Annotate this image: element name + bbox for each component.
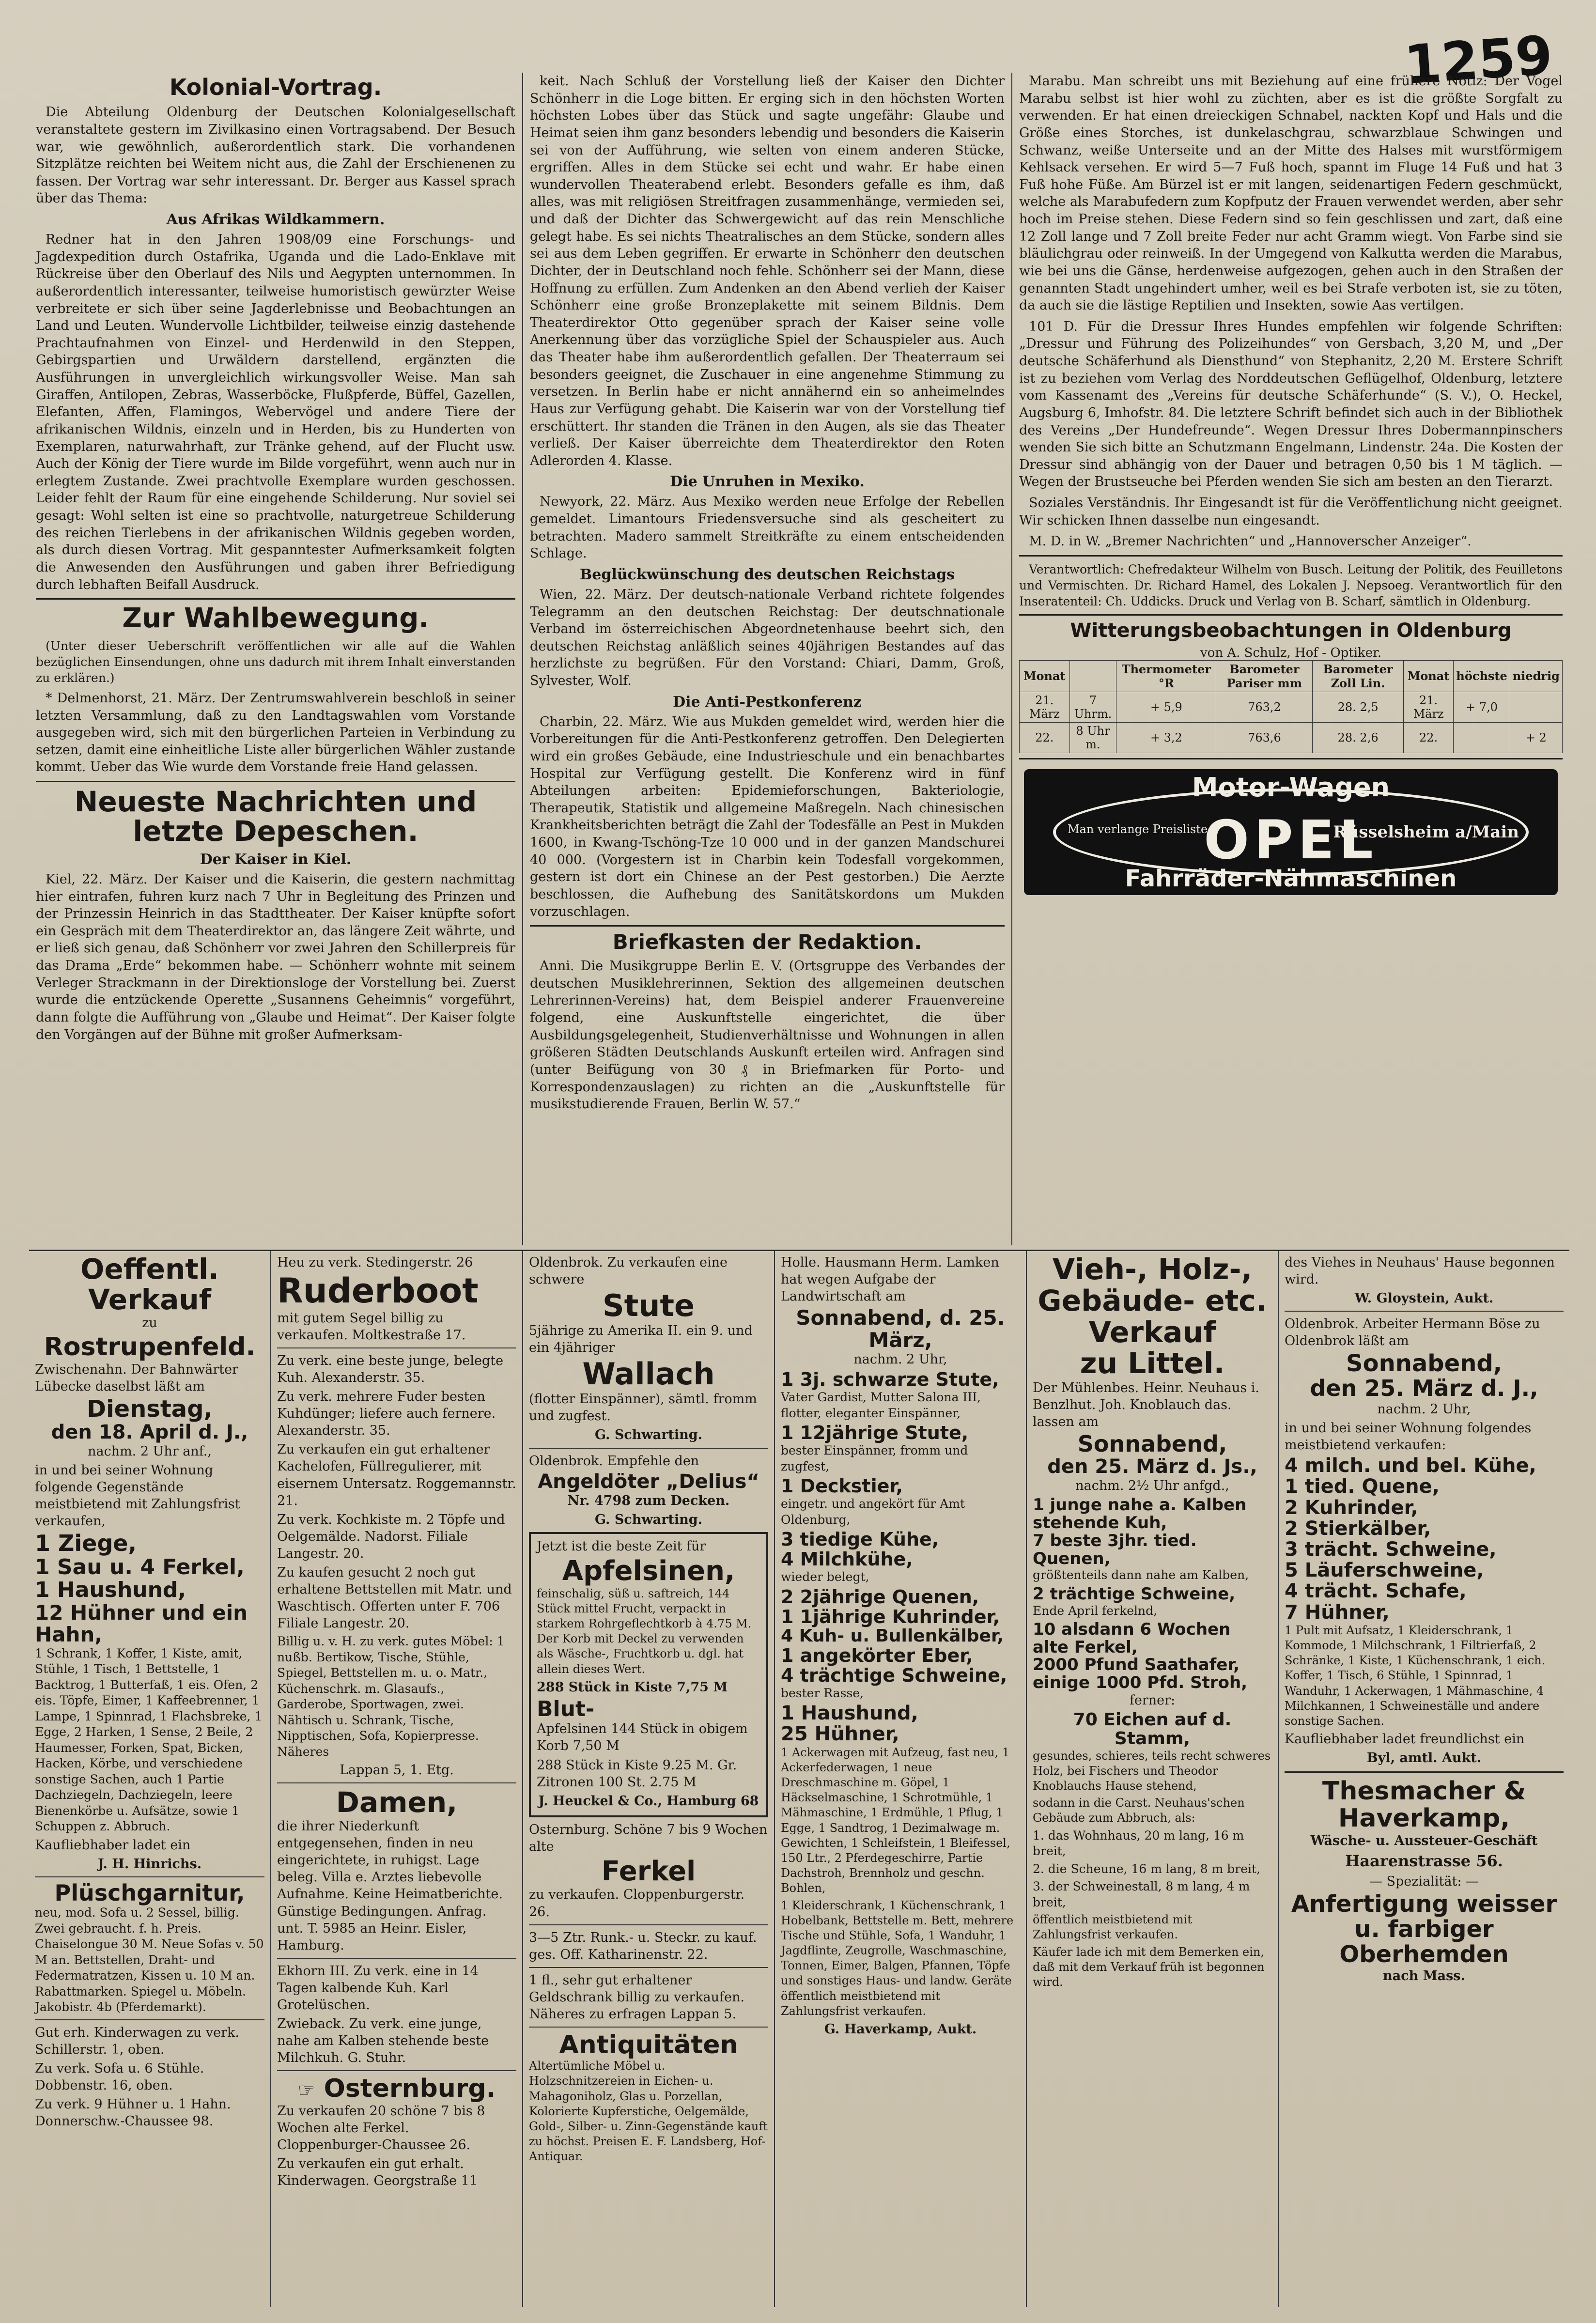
ad-item: 10 alsdann 6 Wochen alte Ferkel, xyxy=(1033,1620,1231,1657)
article-paragraph: keit. Nach Schluß der Vorstellung ließ der Kaiser den Dichter Schönherr in die Loge bitten. Er erging sich in den höchsten Worten höchsten Lobes über das Stück und sagte ungefähr: Glaube und Heimat seien ihm ganz besonders lebendig und besonders die Kaiserin sei von der Aufführung, wie selten von einem anderen Stücke, ergriffen. Alles in dem Stücke sei echt und wahr. Er habe einen wundervollen Theaterabend erlebt. Besonders gefalle es ihm, daß alles, was mit religiösen Streitfragen zusammenhänge, vermieden sei, und daß der Dichter das Schwergewicht auf das rein Menschliche gelegt habe. Es sei nichts Theatralisches an dem Stücke, sondern alles sei aus dem Leben gegriffen. Er erwarte in Schönherr den deutschen Dichter, der in Deutschland noch fehle. Schönherr sei der Mann, diese Hoffnung zu erfüllen. Zum Andenken an den Abend verlieh der Kaiser Schönherr eine große Bronzeplakette mit seinem Bildnis. Dem Theaterdirektor Otto gegenüber sprach der Kaiser seine volle Anerkennung über das vorzügliche Spiel der Schauspieler aus. Auch das Theater habe ihm außerordentlich gefallen. Der Theaterraum sei besonders geeignet, die Zuschauer in eine angenehme Stimmung zu versetzen. In Berlin habe er nicht annähernd ein so anheimelndes Haus zur Verfügung gehabt. Die Kaiserin war von der Vorstellung tief erschüttert. Ihr standen die Tränen in den Augen, als sie das Theater verließ. Der Kaiser überreichte dem Theaterdirektor den Roten Adlerorden 4. Klasse. xyxy=(530,74,1005,468)
article-paragraph: Charbin, 22. März. Wie aus Mukden gemeldet wird, werden hier die Vorbereitungen für die Anti-Pestkonferenz getroffen. Den Delegierten wird ein großes Gebäude, eine Industrieschule und ein benachbartes Hospital zur Verfügung gestellt. Die Konferenz wird in fünf Abteilungen arbeiten: Epidemieforschungen, Bakteriologie, Therapeutik, Statistik und allgemeine Maßregeln. Nach chinesischen Krankheitsberichten beträgt die Zahl der Todesfälle an Pest in Mukden 1600, in Kwang-Tschöng-Tze 10 000 und in der ganzen Mandschurei 40 000. (Vorgestern ist in Charbin kein Todesfall vorgekommen, gestern ist dort ein Chinese an der Pest gestorben.) Die Aerzte beschlossen, die Aufhebung des Sanitätskordons um Mukden vorzuschlagen. xyxy=(530,714,1005,919)
article-paragraph: 101 D. Für die Dressur Ihres Hundes empfehlen wir folgende Schriften: „Dressur und Führung des Polizeihundes“ von Gersbach, 3,20 M, und „Der deutsche Schäferhund als Diensthund“ von Stephanitz, 2,20 M. Erstere Schrift ist zu beziehen vom Verlag des Norddeutschen Geflügelhof, Oldenburg, letztere vom Kassenamt des „Vereins für deutsche Schäferhunde“ (S. V.), O. Heckel, Augsburg 6, Imhofstr. 84. Die letztere Schrift befindet sich auch in der Bibliothek des Vereins „Der Hundefreunde“. Wegen Dressur Ihres Dobermannpinschers wenden Sie sich bitte an Schutzmann Engelmann, Lindenstr. 24a. Die Kosten der Dressur sind abhängig von der Dauer und betragen 0,50 bis 1 M täglich. — Wegen der Brustseuche bei Pferden wenden Sie sich am besten an den Tierarzt. xyxy=(1019,319,1563,490)
ad-column-1 xyxy=(29,1251,271,2307)
ad-signature: J. Heuckel & Co., Hamburg 68 xyxy=(538,1793,759,1809)
ad-text: 3—5 Ztr. Runk.- u. Steckr. zu kauf. ges. Off. Katharinenstr. 22. xyxy=(529,1930,757,1962)
table-cell: 763,2 xyxy=(1216,692,1313,722)
article-subtitle: Beglückwünschung des deutschen Reichstags xyxy=(579,566,955,583)
ad-text: (flotter Einspänner), sämtl. fromm und zugfest. xyxy=(529,1392,757,1424)
ad-headline: den 25. März d. J., xyxy=(1310,1375,1538,1402)
ad-item: 4 Milchkühe, xyxy=(781,1549,913,1570)
ad-headline: den 25. März d. Js., xyxy=(1047,1456,1257,1478)
weather-header-cell: niedrig xyxy=(1510,660,1562,692)
ad-item: 1 Sau u. 4 Ferkel, xyxy=(35,1554,245,1580)
ad-text: wieder belegt, xyxy=(781,1570,869,1584)
weather-header-cell: höchste xyxy=(1454,660,1510,692)
article-title-kolonial: Kolonial-Vortrag. xyxy=(169,74,382,100)
ad-item: 2000 Pfund Saathafer, einige 1000 Pfd. Stroh, xyxy=(1033,1655,1248,1693)
ad-text: Oldenbrok. Empfehle den xyxy=(529,1453,699,1469)
article-paragraph: Marabu. Man schreibt uns mit Beziehung auf eine frühere Notiz: Der Vogel Marabu selbst ist hier wohl zu züchten, aber es ist die größte Sorgfalt zu verwenden. Er hat einen dreieckigen Schnabel, nackten Kopf und Hals und die Größe eines Storches, ist dunkelaschgrau, schwarzblaue Schwingen und Schwanz, weiße Unterseite und an der Mitte des Halses mit wurstförmigem Kehlsack versehen. Er wird 5—7 Fuß hoch, spannt im Fluge 14 Fuß und hat 3 Fuß hohe Füße. Am Bürzel ist er mit langen, seidenartigen Federn geschmückt, welche als Marabufedern zum Kopfputz der Frauen verwendet werden, aber sehr hoch im Preise stehen. Diese Federn sind so fein geschlissen und zart, daß eine 12 Zoll lange und 7 Zoll breite Feder nur acht Gramm wiegt. Von Farbe sind sie bläulichgrau oder reinweiß. In der Umgegend von Kalkutta werden die Marabus, wie bei uns die Gänse, herdenweise aufgezogen, gehen auch in den Straßen der genannten Stadt ungehindert umher, weil es bei Strafe verboten ist, sie zu töten, da auch sie die lästige Reptilien und Insekten, sowie Aas vertilgen. xyxy=(1019,74,1563,313)
ad-item: 1 1jährige Kuhrinder, xyxy=(781,1606,1000,1627)
classifieds-section xyxy=(29,1250,1569,2307)
ad-text: 1 fl., sehr gut erhaltener Geldschrank billig zu verkaufen. Näheres zu erfragen Lappan 5. xyxy=(529,1972,744,2022)
ad-item: 1 Deckstier, xyxy=(781,1475,903,1497)
ad-headline: Plüschgarnitur, xyxy=(54,1879,245,1906)
divider xyxy=(35,1876,264,1877)
ad-text: 1 Schrank, 1 Koffer, 1 Kiste, amit, Stühle, 1 Tisch, 1 Bettstelle, 1 Backtrog, 1 Butterfaß, 1 eis. Ofen, 2 eis. Töpfe, Eimer, 1 Kaffeebrenner, 1 Lampe, 1 Spinnrad, 1 Flachsbreke, 1 Egge, 2 Harken, 1 Sense, 2 Beile, 2 Haumesser, Forken, Spat, Bicken, Hacken, Körbe, und verschiedene sonstige Sachen, auch 1 Partie Dachziegeln, Dachziegeln, leere Bienenkörbe u. Aufsätze, sowie 1 Schuppen z. Abbruch. xyxy=(35,1646,263,1834)
ad-text: Holle. Hausmann Herm. Lamken hat wegen Aufgabe der Landwirtschaft am xyxy=(781,1255,999,1304)
ad-text: Ekhorn III. Zu verk. eine in 14 Tagen kalbende Kuh. Karl Grotelüschen. xyxy=(277,1963,479,2013)
ad-text: — Spezialität: — xyxy=(1369,1874,1479,1889)
weather-header-cell: Thermometer °R xyxy=(1116,660,1216,692)
table-row xyxy=(1020,722,1563,753)
column-1 xyxy=(29,73,523,1245)
ad-headline: Wallach xyxy=(582,1356,715,1392)
table-cell: + 3,2 xyxy=(1116,722,1216,753)
ad-item: 1 3j. schwarze Stute, xyxy=(781,1369,999,1391)
top-section xyxy=(29,73,1569,1245)
divider xyxy=(36,598,515,600)
divider xyxy=(35,2019,264,2020)
article-paragraph: M. D. in W. „Bremer Nachrichten“ und „Hannoverscher Anzeiger“. xyxy=(1029,534,1472,549)
ad-text: Kaufliebhaber ladet freundlichst ein xyxy=(1285,1732,1525,1747)
divider xyxy=(529,1448,768,1449)
ad-headline-text: Osternburg. xyxy=(324,2074,496,2104)
article-paragraph: Kiel, 22. März. Der Kaiser und die Kaiserin, die gestern nachmittag hier eintrafen, fuhren kurz nach 7 Uhr in Begleitung des Prinzen und der Prinzessin Heinrich in das Stadttheater. Der Kaiser knüpfte sofort ein Gespräch mit dem Theaterdirektor an, das längere Zeit währte, und er ließ sich genau, daß Schönherr vor zwei Jahren den Schillerpreis für das Drama „Erde“ bekommen habe. — Schönherr wohnte mit seinem Verleger Strackmann in der Direktionsloge der Vorstellung bei. Zuerst wurde die entzückende Operette „Susannens Geheimnis“ vorgeführt, dann folgte die Aufführung von „Glaube und Heimat“. Der Kaiser folgte den Vorgängen auf der Bühne mit großer Aufmerksam- xyxy=(36,871,515,1042)
opel-motor-wagen: Motor-Wagen xyxy=(1192,772,1390,803)
weather-header-cell: Barometer Pariser mm xyxy=(1216,660,1313,692)
ad-text: zu verkaufen. Cloppenburgerstr. 26. xyxy=(529,1887,745,1920)
ad-text: Oldenbrok. Zu verkaufen eine schwere xyxy=(529,1255,728,1287)
ad-signature: G. Schwarting. xyxy=(594,1427,703,1443)
ad-headline xyxy=(277,2075,516,2102)
ad-headline: Ruderboot xyxy=(277,1271,479,1311)
imprint: Verantwortlich: Chefredakteur Wilhelm von Busch. Leitung der Politik, des Feuilletons und Vermischten. Dr. Richard Hamel, des Lokalen J. Nepsoeg. Verantwortlich für den Inseratenteil: Ch. Uddicks. Druck und Verlag von B. Scharf, sämtlich in Oldenburg. xyxy=(1019,562,1563,608)
ad-text: Zu verk. Kochkiste m. 2 Töpfe und Oelgemälde. Nadorst. Filiale Langestr. 20. xyxy=(277,1512,505,1561)
ad-item: 25 Hühner, xyxy=(781,1723,899,1746)
divider xyxy=(1019,555,1563,557)
opel-logo: OPEL xyxy=(1204,808,1378,871)
ad-item: 2 Kuhrinder, xyxy=(1285,1496,1418,1519)
ad-headline: Oeffentl. Verkauf xyxy=(80,1253,219,1316)
ad-text: Osternburg. Schöne 7 bis 9 Wochen alte xyxy=(529,1822,768,1854)
ad-item: 4 trächtige Schweine, xyxy=(781,1664,1007,1686)
divider xyxy=(529,1924,768,1925)
table-cell: 28. 2,5 xyxy=(1313,692,1403,722)
ad-text: des Viehes in Neuhaus' Hause begonnen wird. xyxy=(1285,1255,1555,1287)
ad-text: gesundes, schieres, teils recht schweres Holz, bei Fischers und Theodor Knoblauchs Hause stehend, xyxy=(1033,1749,1271,1793)
divider xyxy=(277,1958,516,1959)
table-cell: 21. März xyxy=(1403,692,1454,722)
ad-text: Wäsche- u. Aussteuer-Geschäft xyxy=(1310,1833,1538,1848)
ad-headline: zu Littel. xyxy=(1080,1347,1225,1381)
weather-header-cell: Monat xyxy=(1020,660,1070,692)
ad-text: Apfelsinen 144 Stück in obigem Korb 7,50 M xyxy=(537,1721,748,1754)
ad-item: 2 2jährige Quenen, xyxy=(781,1586,979,1608)
ad-item: 3 trächt. Schweine, xyxy=(1285,1538,1497,1561)
ad-headline: Dienstag, xyxy=(87,1395,213,1423)
table-cell: + 2 xyxy=(1510,722,1562,753)
divider xyxy=(1019,614,1563,616)
ad-text: Zu verkaufen ein gut erhaltener Kachelofen, Füllregulierer, mit eisernem Untersatz. Roggemannstr. 21. xyxy=(277,1442,516,1508)
ad-text: öffentlich meistbietend mit Zahlungsfrist verkaufen. xyxy=(1033,1913,1192,1942)
column-2 xyxy=(523,73,1012,1245)
ad-column-5 xyxy=(1027,1251,1279,2307)
article-paragraph: Anni. Die Musikgruppe Berlin E. V. (Ortsgruppe des Verbandes der deutschen Musiklehrerinnen, Sektion des allgemeinen deutschen Lehrerinnen-Vereins) hat, dem Beispiel anderer Frauenvereine folgend, eine Auskunftstelle eingerichtet, die über Ausbildungsgelegenheit, Studienverhältnisse und Wohnungen in allen größeren Städten Deutschlands Auskunft erteilen wird. Anfragen sind (unter Beifügung von 30 ₰ in Briefmarken für Porto- und Korrespondenzauslagen) zu richten an die „Auskunftstelle für musikstudierende Frauen, Berlin W. 57.“ xyxy=(530,959,1005,1112)
article-paragraph: Redner hat in den Jahren 1908/09 eine Forschungs- und Jagdexpedition durch Ostafrika, Uganda und die Lado-Enklave mit Rückreise über den Oberlauf des Nils und Aegypten unternommen. In außerordentlich interessanter, teilweise humoristisch gewürzter Weise verbreitete er sich über seine Jagderlebnisse und Beobachtungen an Land und Leuten. Wundervolle Lichtbilder, teilweise einzig dastehende Prachtaufnahmen von Einzel- und Herdenwild in den Steppen, Gebirgspartien und Urwäldern darstellend, ergänzten die Ausführungen in unvergleichlich wirkungsvoller Weise. Man sah Giraffen, Antilopen, Zebras, Wasserböcke, Flußpferde, Büffel, Gazellen, Elefanten, Affen, Flamingos, Webervögel und andere Tiere der afrikanischen Wildnis, einzeln und in Herden, bis zu Hunderten von Exemplaren, naturwahrhaft, zur Tränke gehend, auf der Flucht usw. Auch der König der Tiere wurde im Bilde vorgeführt, wenn auch nur in erlegtem Zustande. Zwei prachtvolle Exemplare wurden geschossen. Leider fehlt der Raum für eine eingehende Schilderung. Nur soviel sei gesagt: Wohl selten ist eine so prachtvolle, naturgetreue Schilderung des reichen Tierlebens in der afrikanischen Wildnis gegeben worden, als durch diesen Vortrag. Mit gespanntester Aufmerksamkeit folgten die Anwesenden den Ausführungen und gaben ihrer Befriedigung durch lebhaften Beifall Ausdruck. xyxy=(36,232,515,592)
ad-text: Zu verkaufen ein gut erhalt. Kinderwagen. Georgstraße 11 xyxy=(277,2156,478,2188)
weather-table xyxy=(1019,660,1563,753)
article-paragraph: Wien, 22. März. Der deutsch-nationale Verband richtete folgendes Telegramm an den deutschen Reichstag: Der deutschnationale Verband im österreichischen Abgeordnetenhause beehrt sich, den deutschen Reichstag anläßlich seines 40jährigen Bestandes auf das herzlichste zu begrüßen. Für den Vorstand: Chiari, Damm, Groß, Sylvester, Wolf. xyxy=(530,587,1005,688)
divider xyxy=(36,781,515,782)
ad-text: ferner: xyxy=(1129,1692,1176,1708)
divider xyxy=(277,1782,516,1783)
ad-text: nachm. 2 Uhr, xyxy=(1377,1401,1471,1417)
ad-column-3 xyxy=(523,1251,775,2307)
ad-text: zu xyxy=(142,1316,157,1331)
ad-item: 7 Hühner, xyxy=(1285,1601,1390,1624)
ad-item: 2 Stierkälber, xyxy=(1285,1517,1431,1540)
table-cell: 21. März xyxy=(1020,692,1070,722)
ad-text: sodann in die Carst. Neuhaus'schen Gebäude zum Abbruch, als: xyxy=(1033,1796,1245,1825)
ad-item: 4 milch. und bel. Kühe, xyxy=(1285,1455,1536,1477)
table-cell: 22. xyxy=(1403,722,1454,753)
ad-column-4 xyxy=(775,1251,1027,2307)
ad-text: 2. die Scheune, 16 m lang, 8 m breit, xyxy=(1033,1861,1261,1876)
article-subtitle: Die Unruhen in Mexiko. xyxy=(670,473,865,491)
table-cell xyxy=(1510,692,1562,722)
ad-text: Vater Gardist, Mutter Salona III, flotter, eleganter Einspänner, xyxy=(781,1390,981,1420)
ad-item: 1 junge nahe a. Kalben stehende Kuh, xyxy=(1033,1495,1247,1533)
ad-text: in und bei seiner Wohnung folgendes meistbietend verkaufen: xyxy=(1285,1421,1532,1453)
page-number: 1259 xyxy=(1402,24,1555,96)
ad-text: 288 Stück in Kiste 9.25 M. Gr. Zitronen 100 St. 2.75 M xyxy=(537,1757,737,1790)
divider xyxy=(277,1347,516,1348)
column-3 xyxy=(1012,73,1569,1245)
ad-text: Zwischenahn. Der Bahnwärter Lübecke daselbst läßt am xyxy=(35,1362,238,1394)
ad-item: 4 Kuh- u. Bullenkälber, xyxy=(781,1626,1004,1646)
ad-text: Heu zu verk. Stedingerstr. 26 xyxy=(277,1255,473,1270)
ad-headline: Stute xyxy=(602,1288,695,1324)
ad-column-6 xyxy=(1279,1251,1569,2307)
ad-text: die ihrer Niederkunft entgegensehen, finden in neu eingerichtete, in ruhigst. Lage beleg. Villa e. Arztes liebevolle Aufnahme. Keine Heimatberichte. Günstige Bedingungen. Anfrag. unt. T. 5985 an Heinr. Eisler, Hamburg. xyxy=(277,1819,503,1953)
ad-text: neu, mod. Sofa u. 2 Sessel, billig. Zwei gebraucht. f. h. Preis. Chaiselongue 30 M. Neue Sofas v. 50 M an. Bettstellen, Draht- und Federmatratzen, Kissen u. 10 M an. Rabattmarken. Spiegel u. Möbeln. Jakobistr. 4b (Pferdemarkt). xyxy=(35,1905,264,2014)
ad-text: 1. das Wohnhaus, 20 m lang, 16 m breit, xyxy=(1033,1828,1244,1858)
ad-text: nachm. 2½ Uhr anfgd., xyxy=(1075,1478,1229,1494)
weather-title: Witterungsbeobachtungen in Oldenburg xyxy=(1070,619,1512,642)
ad-item: 1 Haushund, xyxy=(781,1702,918,1725)
ad-text: Gut erh. Kinderwagen zu verk. Schillerstr. 1, oben. xyxy=(35,2025,239,2058)
ad-text: größtenteils dann nahe am Kalben, xyxy=(1033,1568,1249,1582)
ad-column-2 xyxy=(271,1251,523,2307)
ad-text: Oldenbrok. Arbeiter Hermann Böse zu Oldenbrok läßt am xyxy=(1285,1316,1540,1349)
ad-text: 1 Ackerwagen mit Aufzeug, fast neu, 1 Ackerfederwagen, 1 neue Dreschmaschine m. Göpel, 1 Häckselmaschine, 1 Schrotmühle, 1 Mähmaschine, 1 Erdmühle, 1 Pflug, 1 Egge, 1 Sandtrog, 1 Dezimalwage m. Gewichten, 1 Schleifstein, 1 Bleifessel, 150 Ltr., 2 Pferdegeschirre, Partie Dachstroh, Brennholz und geschn. Bohlen, xyxy=(781,1745,1010,1895)
ad-text: Kaufliebhaber ladet ein xyxy=(35,1837,191,1853)
ad-item: 7 beste 3jhr. tied. Quenen, xyxy=(1033,1531,1197,1568)
ad-headline: den 18. April d. J., xyxy=(51,1421,248,1443)
ad-headline: Vieh-, Holz-, Gebäude- etc. xyxy=(1038,1253,1267,1318)
table-cell: + 5,9 xyxy=(1116,692,1216,722)
ad-headline: Damen, xyxy=(336,1786,458,1819)
table-row xyxy=(1020,692,1563,722)
ad-text: 3. der Schweinestall, 8 m lang, 4 m breit, xyxy=(1033,1879,1250,1909)
ad-text: 5jährige zu Amerika II. ein 9. und ein 4jähriger xyxy=(529,1323,753,1356)
ad-text: Zwieback. Zu verk. eine junge, nahe am Kalben stehende beste Milchkuh. G. Stuhr. xyxy=(277,2016,489,2066)
ad-headline: Angeldöter „Delius“ xyxy=(538,1470,759,1493)
ad-headline: Antiquitäten xyxy=(559,2030,738,2060)
table-cell: 22. xyxy=(1020,722,1070,753)
ad-signature: Byl, amtl. Aukt. xyxy=(1366,1750,1482,1766)
opel-products: Fahrräder-Nähmaschinen xyxy=(1125,865,1457,892)
ad-headline: Sonnabend, xyxy=(1346,1350,1502,1378)
ad-text: Zu verk. 9 Hühner u. 1 Hahn. Donnerschw.-Chaussee 98. xyxy=(35,2097,231,2129)
ad-text: Zu verk. eine beste junge, belegte Kuh. Alexanderstr. 35. xyxy=(277,1353,504,1385)
ad-headline: Sonnabend, d. 25. März, xyxy=(796,1306,1005,1352)
ad-item: 3 tiedige Kühe, xyxy=(781,1529,939,1550)
ad-text: Billig u. v. H. zu verk. gutes Möbel: 1 nußb. Bertikow, Tische, Stühle, Spiegel, Bettstellen m. u. o. Matr., Küchenschrk. m. Glasaufs., Garderobe, Sportwagen, zwei. Nähtisch u. Schrank, Tische, Nipptischen, Sofa, Kopierpresse. Näheres xyxy=(277,1634,505,1759)
ad-text: bester Rasse, xyxy=(781,1686,864,1700)
article-title-nachrichten: Neueste Nachrichten und letzte Depeschen. xyxy=(74,785,477,848)
weather-header-cell: Barometer Zoll Lin. xyxy=(1313,660,1403,692)
divider xyxy=(1285,1771,1564,1773)
article-subtitle: Die Anti-Pestkonferenz xyxy=(673,693,862,711)
article-note: (Unter dieser Ueberschrift veröffentlichen wir alle auf die Wahlen bezüglichen Einsendungen, ohne uns dadurch mit ihrem Inhalt einverstanden zu erklären.) xyxy=(36,638,515,685)
ad-headline: Rostrupenfeld. xyxy=(44,1332,256,1362)
table-cell: 763,6 xyxy=(1216,722,1313,753)
article-paragraph: Soziales Verständnis. Ihr Eingesandt ist für die Veröffentlichung nicht geeignet. Wir schicken Ihnen dasselbe nun eingesandt. xyxy=(1019,496,1563,528)
ad-text: eingetr. und angekört für Amt Oldenburg, xyxy=(781,1497,965,1527)
weather-byline: von A. Schulz, Hof - Optiker. xyxy=(1200,645,1382,660)
ad-item: 70 Eichen auf d. Stamm, xyxy=(1073,1709,1232,1749)
ad-text: Käufer lade ich mit dem Bemerken ein, daß mit dem Verkauf früh ist begonnen wird. xyxy=(1033,1945,1265,1989)
weather-header-row xyxy=(1020,660,1563,692)
ad-item: 4 trächt. Schafe, xyxy=(1285,1580,1467,1603)
ad-headline: Sonnabend, xyxy=(1077,1431,1227,1457)
table-cell: 7 Uhrm. xyxy=(1069,692,1116,722)
ad-item: 5 Läuferschweine, xyxy=(1285,1559,1484,1582)
opel-advertisement xyxy=(1024,769,1558,895)
divider xyxy=(529,2027,768,2028)
ad-text: Lappan 5, 1. Etg. xyxy=(340,1763,454,1778)
divider xyxy=(277,2070,516,2071)
ad-text: Zu verk. mehrere Fuder besten Kuhdünger; liefere auch fernere. Alexanderstr. 35. xyxy=(277,1389,496,1439)
ad-text: Zu verk. Sofa u. 6 Stühle. Dobbenstr. 16, oben. xyxy=(35,2061,204,2093)
ad-headline: Thesmacher & Haverkamp, xyxy=(1322,1777,1526,1833)
ad-text: Ende April ferkelnd, xyxy=(1033,1603,1158,1618)
ad-text: bester Einspänner, fromm und zugfest, xyxy=(781,1443,968,1473)
pointing-hand-icon: ☞ xyxy=(297,2079,315,2102)
ad-text: nachm. 2 Uhr anf., xyxy=(88,1443,212,1459)
article-subtitle: Aus Afrikas Wildkammern. xyxy=(166,211,385,229)
article-paragraph: Newyork, 22. März. Aus Mexiko werden neue Erfolge der Rebellen gemeldet. Limantours Friedensversuche sind als gescheitert zu betrachten. Madero sammelt Streitkräfte zu einem entscheidenden Schlage. xyxy=(530,494,1005,561)
ad-headline: Verkauf xyxy=(1088,1315,1216,1349)
ad-item: 1 angekörter Eber, xyxy=(781,1644,973,1666)
ad-text: Jetzt ist die beste Zeit für xyxy=(537,1539,706,1554)
divider xyxy=(529,1967,768,1968)
table-cell: + 7,0 xyxy=(1454,692,1510,722)
ad-item: 1 Ziege, xyxy=(35,1530,137,1557)
ad-headline: Ferkel xyxy=(601,1855,696,1887)
ad-item: 12 Hühner und ein Hahn, xyxy=(35,1600,248,1647)
ad-signature: J. H. Hinrichs. xyxy=(97,1856,202,1872)
ad-text: Nr. 4798 zum Decken. xyxy=(567,1493,730,1508)
ad-signature: G. Haverkamp, Aukt. xyxy=(824,2022,977,2037)
ad-box-apfelsinen xyxy=(529,1532,768,1817)
ad-item: 1 Haushund, xyxy=(35,1578,186,1603)
ad-text: Zu verkaufen 20 schöne 7 bis 8 Wochen alte Ferkel. Cloppenburger-Chaussee 26. xyxy=(277,2103,485,2153)
ad-item: 1 12jährige Stute, xyxy=(781,1422,969,1444)
ad-text: nach Mass. xyxy=(1383,1968,1465,1983)
article-title-briefkasten: Briefkasten der Redaktion. xyxy=(612,930,922,954)
ad-text: 1 Pult mit Aufsatz, 1 Kleiderschrank, 1 Kommode, 1 Milchschrank, 1 Filtrierfaß, 2 Schränke, 1 Kiste, 1 Küchenschrank, 1 eich. Koffer, 1 Tisch, 6 Stühle, 1 Spinnrad, 1 Wanduhr, 1 Ackerwagen, 1 Mähmaschine, 4 Milchkannen, 1 Schweineställe und andere sonstige Sachen. xyxy=(1285,1623,1546,1728)
table-cell: 28. 2,6 xyxy=(1313,722,1403,753)
table-cell: 8 Uhr m. xyxy=(1069,722,1116,753)
ad-item: 2 trächtige Schweine, xyxy=(1033,1584,1236,1604)
ad-text: 288 Stück in Kiste 7,75 M xyxy=(537,1679,728,1695)
ad-signature: W. Gloystein, Aukt. xyxy=(1354,1291,1494,1306)
ad-headline: Blut- xyxy=(537,1696,595,1721)
table-cell xyxy=(1454,722,1510,753)
opel-location: Rüsselsheim a/Main xyxy=(1333,822,1519,842)
ad-text: nachm. 2 Uhr, xyxy=(853,1352,947,1367)
article-paragraph: Die Abteilung Oldenburg der Deutschen Kolonialgesellschaft veranstaltete gestern im Zivilkasino einen Vortragsabend. Der Besuch war, wie gewöhnlich, außerordentlich stark. Die vorhandenen Sitzplätze reichten bei Weitem nicht aus, die Zahl der Erschienenen zu fassen. Der Vortrag war sehr interessant. Dr. Berger aus Kassel sprach über das Thema: xyxy=(36,105,515,206)
divider xyxy=(1019,758,1563,759)
ad-signature: G. Schwarting. xyxy=(594,1512,703,1527)
ad-text: Altertümliche Möbel u. Holzschnitzereien in Eichen- u. Mahagoniholz, Glas u. Porzellan, Kolorierte Kupferstiche, Oelgemälde, Gold-, Silber- u. Zinn-Gegenstände kauft zu höchst. Preisen E. F. Landsberg, Hof-Antiquar. xyxy=(529,2059,768,2164)
ad-headline: Anfertigung weisser u. farbiger Oberhemden xyxy=(1291,1890,1557,1968)
ad-item: 1 tied. Quene, xyxy=(1285,1475,1440,1498)
article-paragraph: * Delmenhorst, 21. März. Der Zentrumswahlverein beschloß in seiner letzten Versammlung, daß zu den Landtagswahlen vom Vorstande ausgegeben wird, sich mit den bürgerlichen Parteien in Verbindung zu setzen, damit eine einheitliche Liste aller bürgerlichen Wähler zustande kommt. Ueber das Wie wurde dem Vorstande freie Hand gelassen. xyxy=(36,690,515,775)
divider xyxy=(530,925,1005,927)
opel-preisliste: Man verlange Preisliste xyxy=(1068,822,1208,836)
ad-text: in und bei seiner Wohnung folgende Gegenstände meistbietend mit Zahlungsfrist verkaufen, xyxy=(35,1462,240,1529)
ad-headline: Apfelsinen, xyxy=(562,1555,735,1587)
ad-text: Der Mühlenbes. Heinr. Neuhaus i. Benzlhut. Joh. Knoblauch das. lassen am xyxy=(1033,1380,1260,1430)
weather-header-cell xyxy=(1069,660,1116,692)
ad-text: Zu kaufen gesucht 2 noch gut erhaltene Bettstellen mit Matr. und Waschtisch. Offerten unter F. 706 Filiale Langestr. 20. xyxy=(277,1565,512,1631)
article-subtitle: Der Kaiser in Kiel. xyxy=(200,851,352,868)
ad-text: feinschalig, süß u. saftreich, 144 Stück mittel Frucht, verpackt in starkem Rohrgeflechtkorb à 4.75 M. Der Korb mit Deckel zu verwenden als Wäsche-, Fruchtkorb u. dgl. hat allein dieses Wert. xyxy=(537,1586,752,1676)
ad-text: 1 Kleiderschrank, 1 Küchenschrank, 1 Hobelbank, Bettstelle m. Bett, mehrere Tische und Stühle, Sofa, 1 Wanduhr, 1 Jagdflinte, Zeugrolle, Waschmaschine, Tonnen, Eimer, Balgen, Pfannen, Töpfe und sonstiges Haus- und landw. Geräte öffentlich meistbietend mit Zahlungsfrist verkaufen. xyxy=(781,1898,1014,2018)
ad-text: mit gutem Segel billig zu verkaufen. Moltkestraße 17. xyxy=(277,1310,466,1343)
ad-text: Haarenstrasse 56. xyxy=(1345,1851,1503,1870)
divider xyxy=(1285,1311,1564,1312)
weather-header-cell: Monat xyxy=(1403,660,1454,692)
article-title-wahl: Zur Wahlbewegung. xyxy=(122,603,429,635)
